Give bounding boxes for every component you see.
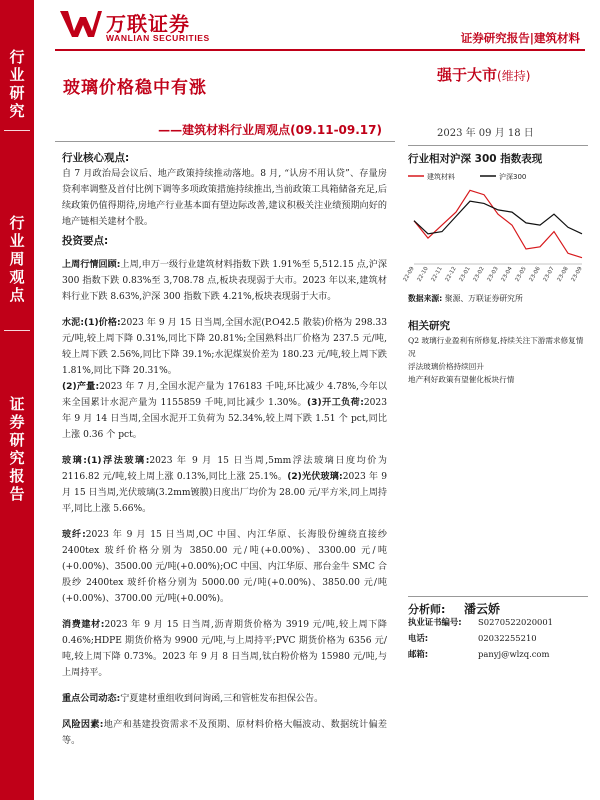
side-band-divider [4,130,30,131]
glass-label: 玻璃: [62,456,87,466]
spacer [62,681,387,691]
market-text: 上周,申万一级行业建筑材料指数下跌 1.91%至 5,512.15 点,沪深 300 指数下跌 0.83%至 3,708.78 点,板块表现弱于大市。2023 年以来,建筑材料行业下跌 8.63%,沪深 300 指数下跌 4.21%,板块表现弱于大市。 [62,260,387,302]
side-label-research-report [0,395,34,503]
report-category: 证券研究报告|建筑材料 [460,31,580,45]
spacer [62,249,387,257]
pv-glass-text: 2023 年 9 月 15 日当周,光伏玻璃(3.2mm镀膜)日度出厂均价为 28.00 元/平方米,同上周持平,同比上涨 5.66%。 [62,472,388,514]
fiber-section [62,527,387,607]
analyst-name-row [408,598,500,617]
side-label-industry-research [0,48,34,120]
investment-heading: 投资要点: [62,235,109,247]
x-tick-label: 23-09 [570,266,584,283]
cement-price [62,315,387,379]
consumer-section [62,617,387,681]
source-label: 数据来源: [408,294,443,303]
phone-value: 02032255210 [478,633,537,643]
cement-output [62,379,387,443]
x-tick-label: 22-10 [416,266,430,283]
chart-lines [414,190,582,264]
cement-label: 水泥: [62,318,84,328]
core-view-heading: 行业核心观点: [62,152,130,164]
market-review [62,257,387,305]
side-band-divider [4,330,30,331]
cement-load-label: (3)开工负荷: [307,398,364,408]
glass-section [62,453,387,517]
performance-chart [402,170,588,288]
x-tick-label: 22-09 [402,266,416,283]
company-text: 宁夏建材重组收到问询函,三和管桩发布担保公告。 [120,694,324,704]
cement-output-text: 2023 年 7 月,全国水泥产量为 176183 千吨,环比减少 4.78%,今年以来全国累计水泥产量为 1155859 千吨,同比减少 1.30%。 [62,382,387,408]
risk-label: 风险因素: [62,720,104,730]
rating-value: 强于大市 [437,66,498,84]
side-label-text: 证券研究报告 [9,395,25,503]
cert-value: S0270522020001 [478,617,554,627]
analyst-label: 分析师: [408,603,446,616]
spacer [62,305,387,315]
x-tick-label: 23-07 [542,266,556,283]
related-item[interactable]: 地产利好政策有望催化板块行情 [408,375,515,384]
x-tick-label: 23-05 [514,266,528,283]
cement-price-text: 2023 年 9 月 15 日当周,全国水泥(P.O42.5 散装)价格为 298.33 元/吨,较上周下降 0.31%,同比下降 20.81%;全国熟料出厂价格为 237.5 元/吨,较上周下跌 2.56%,同比下降 39.1%;水泥煤炭价差为 180.23 元/吨,较上周下跌 1.81%,同比下降 20.31%。 [62,318,387,376]
side-label-weekly-view [0,214,34,304]
x-tick-label: 23-02 [472,266,486,283]
related-heading: 相关研究 [408,320,450,332]
cement-price-label: (1)价格: [83,318,121,328]
risk-text: 地产和基建投资需求不及预期、原材料价格大幅波动、数据统计偏差等。 [62,720,387,746]
report-date: 2023 年 09 月 18 日 [437,128,534,139]
related-item[interactable]: 浮法玻璃价格持续回升 [408,362,484,371]
market-label: 上周行情回顾: [62,260,121,270]
legend-label: 建筑材料 [427,173,455,181]
analyst-divider [408,596,588,597]
fiber-text: 2023 年 9 月 15 日当周,OC 中国、内江华原、长海股份缠绕直接纱 2400tex 玻纤价格分别为 3850.00 元/吨(+0.00%)、3300.00 元/吨(+0.00%)、3500.00 元/吨(+0.00%);OC 中国、内江华原、邢台金牛 SMC 合股纱 2400tex 玻纤价格分别为 5000.00 元/吨(+0.00%)、3850.00 元/吨(+0.00%)、3700.00 元/吨(+0.00%)。 [62,530,388,604]
email-label: 邮箱: [408,649,429,659]
related-list [408,334,590,386]
company-label: 重点公司动态: [62,694,121,704]
side-label-text: 行业周观点 [9,214,25,304]
related-item[interactable]: Q2 玻璃行业盈利有所修复,持续关注下游需求修复情况 [408,336,584,358]
side-label-text: 行业研究 [9,48,25,120]
x-tick-label: 22-12 [444,266,458,283]
float-glass-label: (1)浮法玻璃: [86,456,150,466]
title-divider [55,141,395,142]
report-title: 玻璃价格稳中有涨 [63,78,207,98]
spacer [62,517,387,527]
x-tick-label: 23-06 [528,266,542,283]
company-section [62,691,387,707]
spacer [62,607,387,617]
logo-text-cn: 万联证券 [106,12,190,36]
rating [437,64,530,85]
logo-text-en: WANLIAN SECURITIES [106,33,210,43]
data-source [408,293,523,304]
cement-output-label: (2)产量: [62,382,100,392]
legend-label: 沪深300 [499,173,527,181]
risk-section [62,717,387,749]
spacer [62,707,387,717]
spacer [62,443,387,453]
wanlian-logo-icon [60,9,102,39]
cement-load-text: 2023 年 9 月 14 日当周,全国水泥开工负荷为 52.34%,较上周下跌 1.51 个 pct,同比上涨 0.36 个 pct。 [62,398,387,440]
float-glass-text: 2023 年 9 月 15 日当周,5mm浮法玻璃日度均价为 2116.82 元/吨,较上周上涨 0.13%,同比上涨 25.1%。 [62,456,387,482]
report-subtitle: ——建筑材料行业周观点(09.11-09.17) [158,123,382,137]
series-line-1 [414,201,582,234]
series-line-0 [414,190,582,257]
analyst-phone-row [408,632,537,644]
x-tick-label: 23-04 [500,266,514,283]
main-body [62,150,387,749]
fiber-label: 玻纤: [62,530,86,540]
analyst-name: 潘云娇 [464,602,501,616]
chart-title: 行业相对沪深 300 指数表现 [408,153,543,165]
x-tick-label: 23-03 [486,266,500,283]
chart-x-ticks [403,266,584,283]
pv-glass-label: (2)光伏玻璃: [287,472,343,482]
analyst-cert-row [408,616,553,628]
cert-label: 执业证书编号: [408,617,462,627]
x-tick-label: 23-08 [556,266,570,283]
core-view-text: 自 7 月政治局会议后、地产政策持续推动落地。8 月, “认房不用认贷”、存量房贷利率调整及首付比例下调等多项政策措施持续推出,当前政策工具箱储备充足,后续政策仍值得期待,房地产行业基本面有望边际改善,建议积极关注业绩预期向好的地产链相关建材个股。 [62,169,387,227]
header-divider [55,49,585,51]
right-column-divider [408,145,588,146]
x-tick-label: 23-01 [458,266,472,283]
email-value[interactable]: panyj@wlzq.com [478,649,550,659]
consumer-text: 2023 年 9 月 15 日当周,沥青期货价格为 3919 元/吨,较上周下降 0.46%;HDPE 期货价格为 9900 元/吨,与上周持平;PVC 期货价格为 6356 元/吨,较上周下降 0.73%。2023 年 9 月 8 日当周,钛白粉价格为 15980 元/吨,与上周持平。 [62,620,387,678]
phone-label: 电话: [408,633,429,643]
rating-sub: (维持) [497,69,531,83]
x-tick-label: 22-11 [430,266,444,283]
consumer-label: 消费建材: [62,620,105,630]
analyst-email-row [408,648,549,660]
source-text: 聚源、万联证券研究所 [444,294,523,303]
